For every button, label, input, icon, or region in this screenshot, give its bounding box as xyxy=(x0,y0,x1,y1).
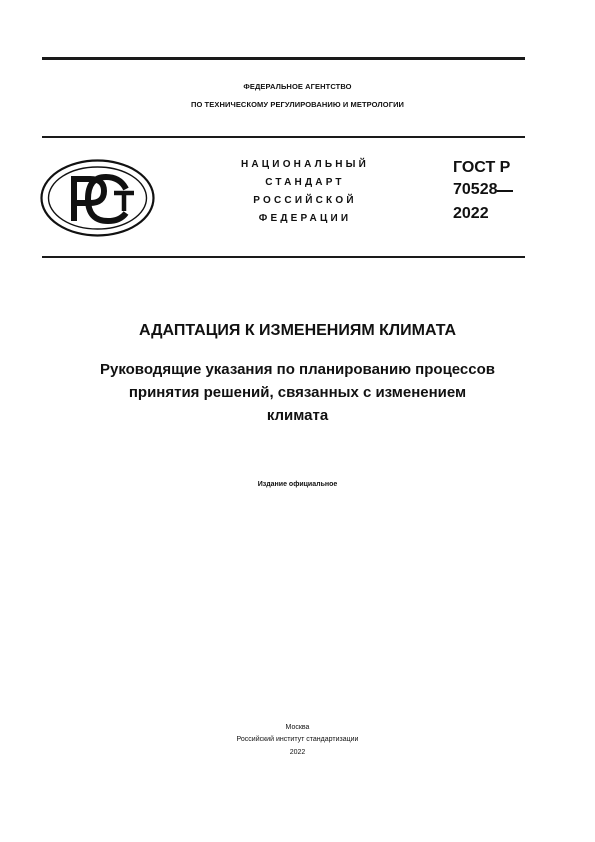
subtitle-line-3: климата xyxy=(266,407,329,424)
document-title: АДАПТАЦИЯ К ИЗМЕНЕНИЯМ КЛИМАТА xyxy=(138,322,457,339)
standard-label-line-4: ФЕДЕРАЦИИ xyxy=(258,213,352,224)
standard-label-line-2: СТАНДАРТ xyxy=(265,177,345,188)
middle-rule xyxy=(42,136,525,138)
agency-name-line-1: ФЕДЕРАЛЬНОЕ АГЕНТСТВО xyxy=(243,82,352,91)
footer-year: 2022 xyxy=(289,749,306,756)
footer-publisher: Российский институт стандартизации xyxy=(236,736,359,743)
gost-prefix: ГОСТ Р xyxy=(453,159,511,176)
rst-certification-mark-icon xyxy=(40,159,155,237)
subtitle-line-1: Руководящие указания по планированию процессов xyxy=(99,361,496,378)
bottom-rule xyxy=(42,256,525,258)
subtitle-line-2: принятия решений, связанных с изменением xyxy=(128,384,467,401)
top-rule xyxy=(42,57,525,60)
gost-year: 2022 xyxy=(453,205,489,222)
edition-note: Издание официальное xyxy=(257,481,338,488)
standard-label-line-1: НАЦИОНАЛЬНЫЙ xyxy=(240,159,370,170)
gost-number-dash xyxy=(497,190,513,192)
gost-number: 70528 xyxy=(453,181,498,198)
footer-city: Москва xyxy=(285,724,310,731)
agency-name-line-2: ПО ТЕХНИЧЕСКОМУ РЕГУЛИРОВАНИЮ И МЕТРОЛОГИИ xyxy=(190,100,405,109)
standard-label-line-3: РОССИЙСКОЙ xyxy=(253,195,357,206)
